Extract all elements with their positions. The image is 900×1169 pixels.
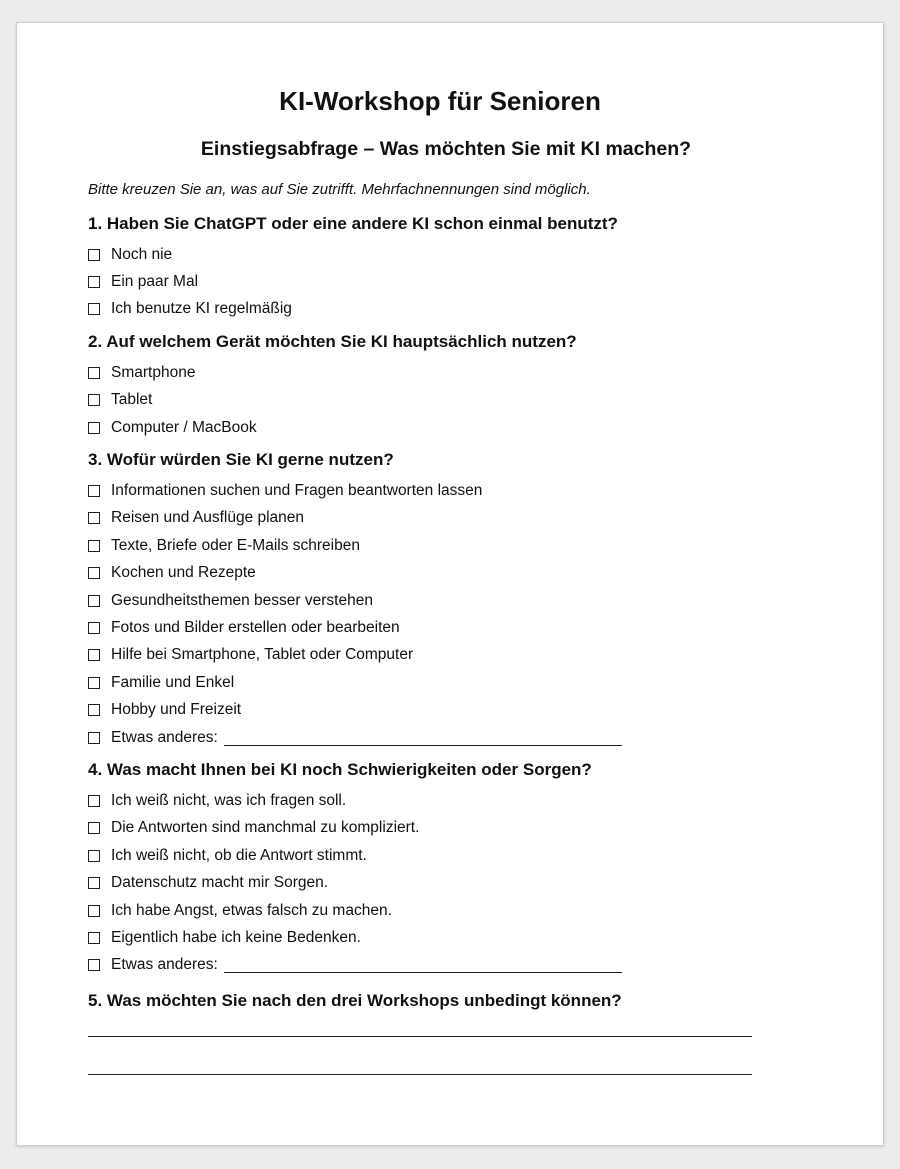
option-label: Informationen suchen und Fragen beantworten lassen (111, 482, 483, 500)
option-item (88, 614, 788, 641)
question-4-options (88, 787, 788, 979)
option-label: Etwas anderes: (111, 956, 218, 974)
question-3-section (88, 447, 788, 751)
option-label: Etwas anderes: (111, 728, 218, 746)
checkbox[interactable] (88, 367, 100, 379)
option-label: Die Antworten sind manchmal zu kompliziert. (111, 819, 420, 837)
option-label: Kochen und Rezepte (111, 564, 256, 582)
checkbox[interactable] (88, 649, 100, 661)
option-label: Ich habe Angst, etwas falsch zu machen. (111, 901, 392, 919)
option-item (88, 924, 788, 951)
checkbox[interactable] (88, 622, 100, 634)
checkbox[interactable] (88, 249, 100, 261)
option-label: Tablet (111, 391, 153, 409)
option-label: Reisen und Ausflüge planen (111, 509, 305, 527)
checkbox[interactable] (88, 512, 100, 524)
option-item (88, 505, 788, 532)
option-label: Eigentlich habe ich keine Bedenken. (111, 928, 361, 946)
option-item (88, 560, 788, 587)
checkbox[interactable] (88, 595, 100, 607)
checkbox[interactable] (88, 850, 100, 862)
option-item (88, 842, 788, 869)
option-item (88, 296, 788, 323)
document-title: KI-Workshop für Senioren (279, 86, 601, 116)
checkbox[interactable] (88, 704, 100, 716)
checkbox[interactable] (88, 822, 100, 834)
option-label: Ich benutze KI regelmäßig (111, 300, 292, 318)
option-item (88, 387, 788, 414)
checkbox[interactable] (88, 276, 100, 288)
option-item (88, 815, 788, 842)
intro-instructions: Bitte kreuzen Sie an, was auf Sie zutrifft. Mehrfachnennungen sind möglich. (88, 181, 591, 198)
option-item (88, 532, 788, 559)
option-item (88, 477, 788, 504)
checkbox[interactable] (88, 485, 100, 497)
option-label: Texte, Briefe oder E-Mails schreiben (111, 536, 360, 554)
option-label: Computer / MacBook (111, 418, 257, 436)
questionnaire (88, 81, 788, 1075)
option-item (88, 587, 788, 614)
option-item (88, 359, 788, 386)
question-2-options (88, 359, 788, 441)
document-subtitle: Einstiegsabfrage – Was möchten Sie mit KI machen? (200, 138, 692, 160)
answer-line[interactable] (88, 1036, 752, 1037)
option-item (88, 869, 788, 896)
checkbox[interactable] (88, 959, 100, 971)
question-3-heading: 3. Wofür würden Sie KI gerne nutzen? (88, 450, 394, 470)
checkbox[interactable] (88, 877, 100, 889)
checkbox[interactable] (88, 394, 100, 406)
option-item-other (88, 952, 788, 979)
checkbox[interactable] (88, 732, 100, 744)
option-label: Smartphone (111, 363, 196, 381)
answer-line[interactable] (88, 1074, 752, 1075)
checkbox[interactable] (88, 795, 100, 807)
option-item (88, 268, 788, 295)
option-item (88, 696, 788, 723)
question-4-section (88, 757, 788, 979)
checkbox[interactable] (88, 540, 100, 552)
option-item (88, 642, 788, 669)
option-label: Ich weiß nicht, was ich fragen soll. (111, 791, 347, 809)
checkbox[interactable] (88, 303, 100, 315)
option-item-other (88, 724, 788, 751)
option-label: Ich weiß nicht, ob die Antwort stimmt. (111, 846, 367, 864)
question-1-heading: 1. Haben Sie ChatGPT oder eine andere KI schon einmal benutzt? (88, 214, 618, 233)
option-item (88, 241, 788, 268)
question-2-section (88, 329, 788, 441)
option-label: Hobby und Freizeit (111, 701, 242, 719)
checkbox[interactable] (88, 932, 100, 944)
question-3-options (88, 477, 788, 751)
option-label: Datenschutz macht mir Sorgen. (111, 874, 329, 892)
checkbox[interactable] (88, 567, 100, 579)
option-label: Gesundheitsthemen besser verstehen (111, 591, 373, 609)
checkbox[interactable] (88, 422, 100, 434)
option-label: Fotos und Bilder erstellen oder bearbeiten (111, 618, 400, 636)
question-2-heading: 2. Auf welchem Gerät möchten Sie KI hauptsächlich nutzen? (88, 332, 577, 352)
option-label: Noch nie (111, 245, 173, 263)
checkbox[interactable] (88, 905, 100, 917)
document-page (16, 22, 884, 1146)
option-label: Familie und Enkel (111, 673, 235, 691)
option-item (88, 414, 788, 441)
option-item (88, 897, 788, 924)
question-1-section (88, 211, 788, 323)
other-fill-in-line[interactable] (224, 730, 622, 746)
option-item (88, 669, 788, 696)
question-5-section (88, 988, 788, 1075)
option-label: Ein paar Mal (111, 273, 199, 291)
checkbox[interactable] (88, 677, 100, 689)
question-1-options (88, 241, 788, 323)
other-fill-in-line[interactable] (224, 957, 622, 973)
option-item (88, 787, 788, 814)
option-label: Hilfe bei Smartphone, Tablet oder Computer (111, 646, 414, 664)
question-4-heading: 4. Was macht Ihnen bei KI noch Schwierigkeiten oder Sorgen? (88, 760, 592, 780)
question-5-heading: 5. Was möchten Sie nach den drei Workshops unbedingt können? (88, 990, 622, 1010)
